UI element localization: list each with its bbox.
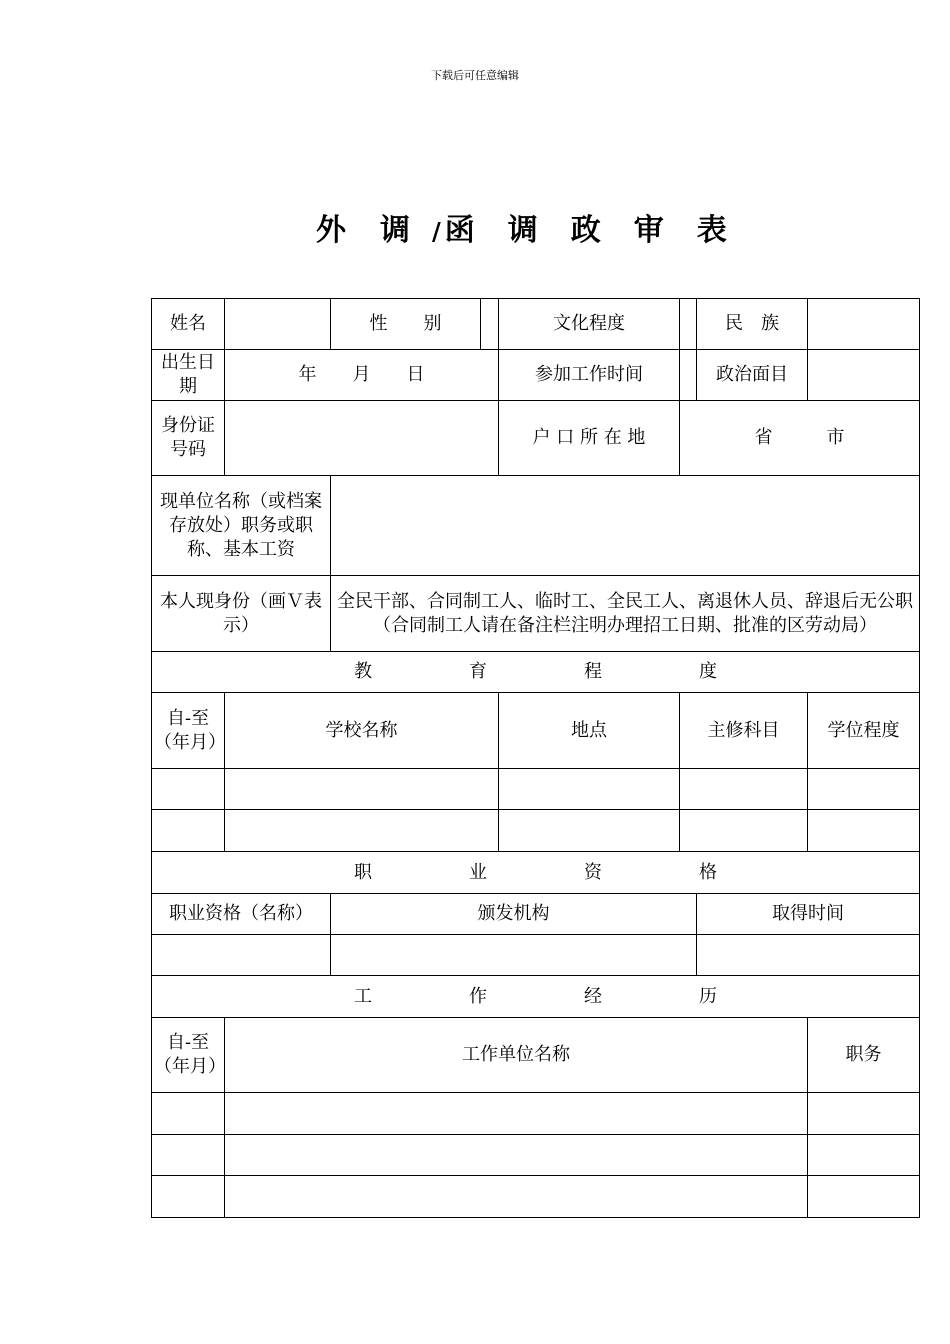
- section-char: 历: [699, 985, 717, 1007]
- table-cell[interactable]: [225, 1135, 808, 1176]
- title-char: 审: [633, 213, 664, 248]
- work-section-header: [152, 976, 920, 1018]
- table-cell[interactable]: [808, 769, 920, 810]
- section-char: 业: [469, 861, 487, 883]
- identity-options[interactable]: 全民干部、合同制工人、临时工、全民工人、离退休人员、辞退后无公职（合同制工人请在备注栏注明办理招工日期、批准的区劳动局）: [331, 576, 920, 652]
- header-note: 下载后可任意编辑: [431, 69, 519, 82]
- gender-field[interactable]: [481, 299, 499, 350]
- position-header: 职务: [808, 1018, 920, 1093]
- qualification-section-header: [152, 852, 920, 894]
- current-unit-label: 现单位名称（或档案存放处）职务或职称、基本工资: [152, 476, 331, 576]
- section-char: 资: [584, 861, 602, 883]
- table-cell[interactable]: [680, 769, 808, 810]
- table-cell[interactable]: [152, 769, 225, 810]
- qualification-column-headers: [152, 894, 920, 935]
- section-char: 经: [584, 985, 602, 1007]
- id-number-label: 身份证号码: [152, 401, 225, 476]
- section-char: 育: [469, 661, 487, 682]
- identity-row: [152, 576, 920, 652]
- political-status-label: 政治面目: [697, 350, 808, 401]
- birth-date-label: 出生日期: [152, 350, 225, 401]
- title-char: 政: [570, 213, 601, 248]
- title-char: 表: [696, 213, 727, 248]
- political-status-field[interactable]: [808, 350, 920, 401]
- table-cell[interactable]: [152, 810, 225, 852]
- title-char: 调: [507, 213, 538, 248]
- table-cell[interactable]: [225, 1176, 808, 1218]
- hukou-field[interactable]: 省 市: [680, 401, 920, 476]
- education-row: [152, 810, 920, 852]
- work-period-header: 自-至（年月）: [152, 1018, 225, 1093]
- table-cell[interactable]: [808, 1093, 920, 1135]
- work-start-field[interactable]: [680, 350, 697, 401]
- qualification-name-header: 职业资格（名称）: [152, 894, 331, 935]
- id-number-field[interactable]: [225, 401, 499, 476]
- name-field[interactable]: [225, 299, 331, 350]
- ethnicity-label: 民 族: [697, 299, 808, 350]
- work-start-label: 参加工作时间: [499, 350, 680, 401]
- section-char: 职: [354, 861, 372, 883]
- table-cell[interactable]: [499, 769, 680, 810]
- ethnicity-field[interactable]: [808, 299, 920, 350]
- basic-row-2: [152, 350, 920, 401]
- unit-row: [152, 476, 920, 576]
- qualification-row: [152, 935, 920, 976]
- work-row: [152, 1093, 920, 1135]
- degree-header: 学位程度: [808, 693, 920, 769]
- table-cell[interactable]: [808, 1176, 920, 1218]
- title-char: /: [432, 217, 441, 246]
- table-cell[interactable]: [152, 1176, 225, 1218]
- location-header: 地点: [499, 693, 680, 769]
- section-char: 工: [354, 985, 372, 1007]
- table-cell[interactable]: [808, 810, 920, 852]
- school-name-header: 学校名称: [225, 693, 499, 769]
- current-unit-field[interactable]: [331, 476, 920, 576]
- table-cell[interactable]: [697, 935, 920, 976]
- basic-row-3: [152, 401, 920, 476]
- education-period-header: 自-至（年月）: [152, 693, 225, 769]
- section-char: 作: [469, 985, 487, 1007]
- table-cell[interactable]: [680, 810, 808, 852]
- issuing-authority-header: 颁发机构: [331, 894, 697, 935]
- title-char: 调: [380, 213, 410, 248]
- education-row: [152, 769, 920, 810]
- section-char: 教: [354, 661, 372, 682]
- major-header: 主修科目: [680, 693, 808, 769]
- table-cell[interactable]: [225, 810, 499, 852]
- gender-label: 性 别: [331, 299, 481, 350]
- table-cell[interactable]: [152, 1093, 225, 1135]
- name-label: 姓名: [152, 299, 225, 350]
- obtained-date-header: 取得时间: [697, 894, 920, 935]
- education-level-field[interactable]: [680, 299, 697, 350]
- title-char: 外: [316, 213, 346, 248]
- table-cell[interactable]: [225, 769, 499, 810]
- table-cell[interactable]: [152, 935, 331, 976]
- identity-label: 本人现身份（画Ｖ表示）: [152, 576, 331, 652]
- table-cell[interactable]: [331, 935, 697, 976]
- birth-date-field[interactable]: 年 月 日: [225, 350, 499, 401]
- section-char: 格: [699, 861, 717, 883]
- education-section-header: [152, 652, 920, 693]
- table-cell[interactable]: [808, 1135, 920, 1176]
- table-cell[interactable]: [152, 1135, 225, 1176]
- education-level-label: 文化程度: [499, 299, 680, 350]
- review-form-table: [151, 298, 920, 1218]
- table-cell[interactable]: [225, 1093, 808, 1135]
- work-column-headers: [152, 1018, 920, 1093]
- table-cell[interactable]: [499, 810, 680, 852]
- section-char: 度: [699, 661, 717, 682]
- hukou-label: 户 口 所 在 地: [499, 401, 680, 476]
- basic-row-1: [152, 299, 920, 350]
- education-column-headers: [152, 693, 920, 769]
- work-row: [152, 1135, 920, 1176]
- page-title: [316, 205, 727, 249]
- employer-name-header: 工作单位名称: [225, 1018, 808, 1093]
- title-char: 函: [444, 213, 475, 248]
- section-char: 程: [584, 661, 602, 682]
- work-row: [152, 1176, 920, 1218]
